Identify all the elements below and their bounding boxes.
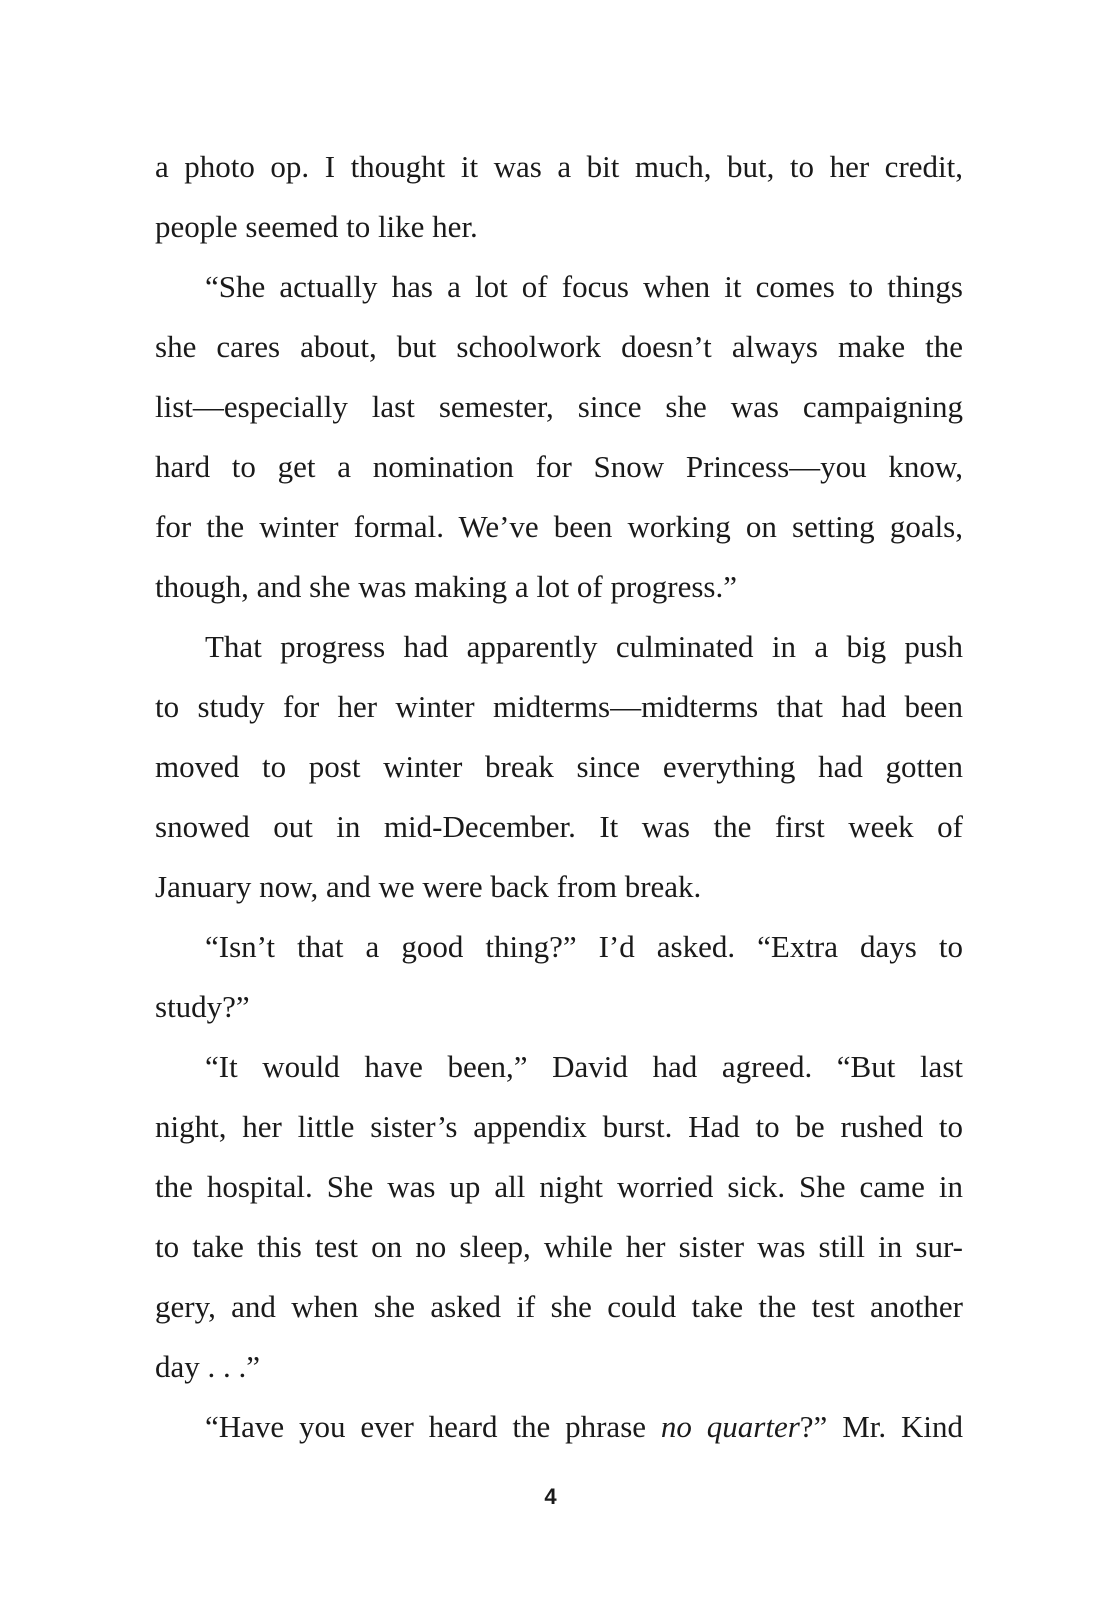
text-line: list—especially last semester, since she was campaigning bbox=[155, 389, 963, 424]
text-line: people seemed to like her. bbox=[155, 209, 478, 244]
text-line: “She actually has a lot of focus when it comes to things bbox=[205, 269, 963, 304]
final-line-start: “Have you ever heard the phrase bbox=[205, 1409, 661, 1444]
text-line: night, her little sister’s appendix burst. Had to be rushed to bbox=[155, 1109, 963, 1144]
text-line: a photo op. I thought it was a bit much, but, to her credit, bbox=[155, 149, 963, 184]
text-line: to study for her winter midterms—midterms that had been bbox=[155, 689, 963, 724]
text-line: to take this test on no sleep, while her sister was still in sur- bbox=[155, 1229, 963, 1264]
italic-phrase: no quarter bbox=[660, 1409, 800, 1444]
text-line: January now, and we were back from break. bbox=[155, 869, 702, 904]
text-line: though, and she was making a lot of progress.” bbox=[155, 569, 737, 604]
text-line: the hospital. She was up all night worried sick. She came in bbox=[155, 1169, 963, 1204]
text-line: study?” bbox=[155, 989, 250, 1024]
text-line: for the winter formal. We’ve been working on setting goals, bbox=[155, 509, 963, 544]
text-line: snowed out in mid-December. It was the first week of bbox=[155, 809, 963, 844]
body-text bbox=[155, 137, 963, 1457]
text-line: she cares about, but schoolwork doesn’t always make the bbox=[155, 329, 963, 364]
text-line: gery, and when she asked if she could take the test another bbox=[155, 1289, 963, 1324]
text-line: That progress had apparently culminated in a big push bbox=[205, 629, 963, 664]
text-line: “It would have been,” David had agreed. “But last bbox=[205, 1049, 963, 1084]
text-line: “Isn’t that a good thing?” I’d asked. “Extra days to bbox=[205, 929, 963, 964]
text-line-final bbox=[155, 1397, 963, 1457]
text-line: day . . .” bbox=[155, 1349, 261, 1384]
text-line: moved to post winter break since everything had gotten bbox=[155, 749, 963, 784]
text-line: hard to get a nomination for Snow Princess—you know, bbox=[155, 449, 963, 484]
final-line-end: ?” Mr. Kind bbox=[799, 1409, 963, 1444]
page-number: 4 bbox=[544, 1484, 557, 1509]
